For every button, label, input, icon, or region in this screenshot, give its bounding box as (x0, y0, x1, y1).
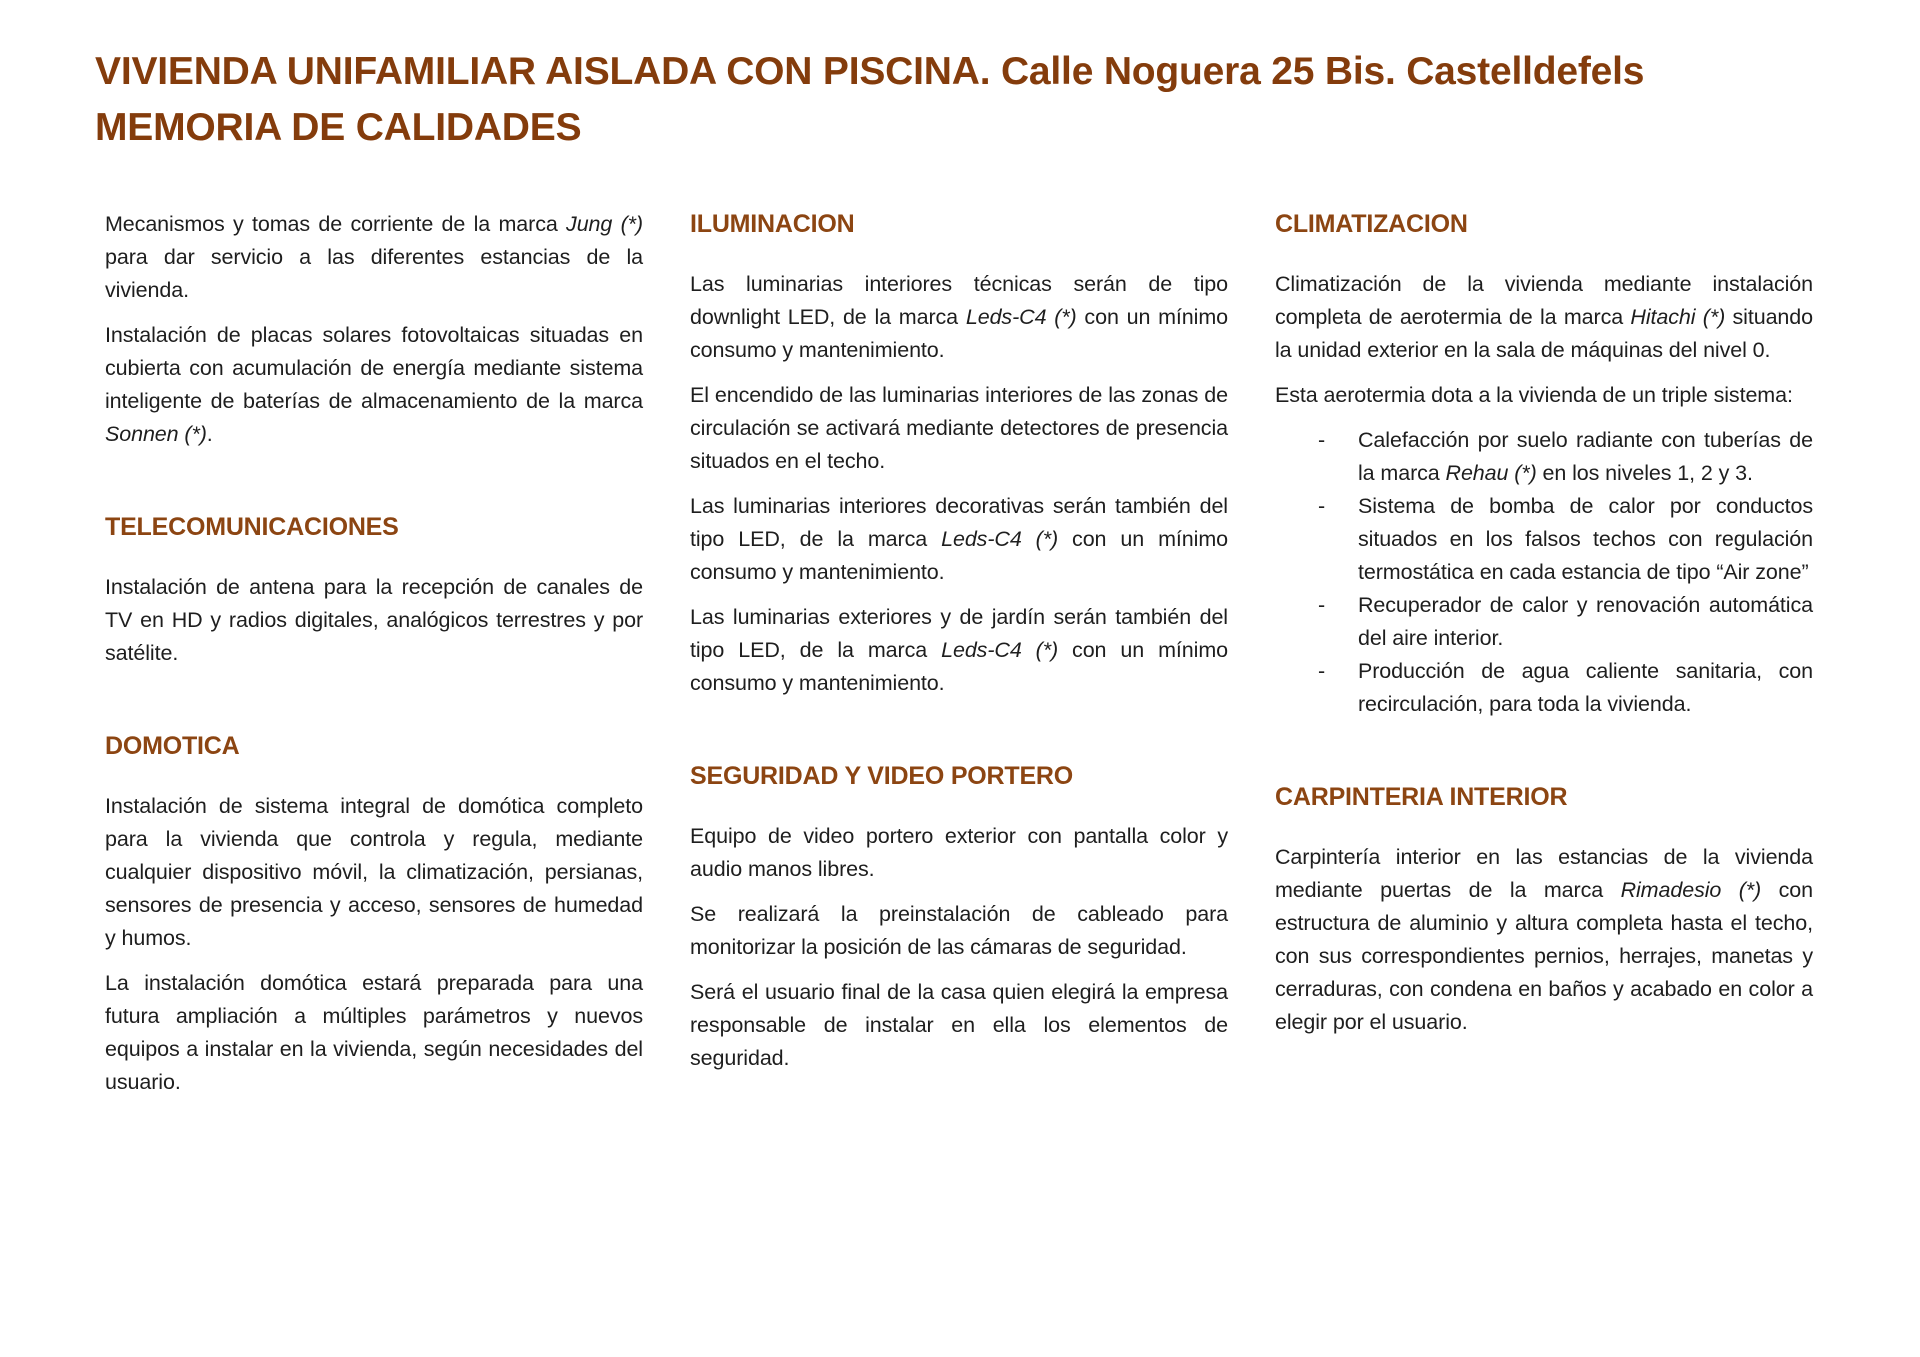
text-run: Calefacción por suelo radiante con tuberías de la marca (1358, 428, 1813, 485)
text-run: Será el usuario final de la casa quien elegirá la empresa responsable de instalar en ella los elementos de seguridad. (690, 980, 1228, 1070)
bullet-dash: - (1318, 428, 1326, 452)
text-run: . (206, 422, 213, 446)
paragraph (1275, 379, 1813, 412)
text-run: con un mínimo consumo y mantenimiento. (690, 638, 1229, 695)
brand-name: Rimadesio (*) (1620, 878, 1762, 902)
document-title (95, 44, 1860, 156)
text-run: La instalación domótica estará preparada para una futura ampliación a múltiples parámetros y nuevos equipos a instalar en la vivienda, según necesidades del usuario. (105, 971, 643, 1094)
list-item-text (1358, 589, 1813, 655)
text-run: para dar servicio a las diferentes estancias de la vivienda. (105, 245, 643, 302)
text-run: Mecanismos y tomas de corriente de la marca (105, 212, 567, 236)
paragraph (105, 790, 643, 955)
bullet-dash: - (1318, 659, 1326, 683)
paragraph (105, 319, 643, 451)
text-run: Esta aerotermia dota a la vivienda de un triple sistema: (1275, 383, 1793, 407)
text-run: Las luminarias exteriores y de jardín serán también del tipo LED, de la marca (690, 605, 1228, 662)
paragraph (105, 208, 643, 307)
text-run: Producción de agua caliente sanitaria, con recirculación, para toda la vivienda. (1358, 659, 1813, 716)
paragraph (690, 820, 1228, 886)
text-run: Climatización de la vivienda mediante instalación completa de aerotermia de la marca (1275, 272, 1813, 329)
text-run: El encendido de las luminarias interiores de las zonas de circulación se activará mediante detectores de presencia situados en el techo. (690, 383, 1228, 473)
brand-name: Hitachi (*) (1630, 305, 1726, 329)
section-heading: CARPINTERIA INTERIOR (1275, 783, 1568, 811)
list-item (1275, 490, 1813, 589)
text-run: Carpintería interior en las estancias de la vivienda mediante puertas de la marca (1275, 845, 1813, 902)
list-item-text (1358, 490, 1813, 589)
bullet-dash: - (1318, 494, 1326, 518)
paragraph (105, 571, 643, 670)
paragraph (690, 976, 1228, 1075)
text-run: con un mínimo consumo y mantenimiento. (690, 305, 1229, 362)
column-3 (1275, 208, 1813, 1111)
text-run: Instalación de antena para la recepción de canales de TV en HD y radios digitales, analógicos terrestres y por satélite. (105, 575, 643, 665)
list-item-text (1358, 655, 1813, 721)
paragraph (690, 490, 1228, 589)
text-run: Se realizará la preinstalación de cableado para monitorizar la posición de las cámaras de seguridad. (690, 902, 1228, 959)
text-run: Las luminarias interiores técnicas serán de tipo downlight LED, de la marca (690, 272, 1228, 329)
text-run: Instalación de sistema integral de domótica completo para la vivienda que controla y regula, mediante cualquier dispositivo móvil, la climatización, persianas, sensores de presencia y acceso, sensores de humedad y humos. (105, 794, 643, 950)
list-item (1275, 655, 1813, 721)
title-line-1: VIVIENDA UNIFAMILIAR AISLADA CON PISCINA. Calle Noguera 25 Bis. Castelldefels (95, 50, 1645, 93)
text-run: en los niveles 1, 2 y 3. (1536, 461, 1753, 485)
brand-name: Rehau (*) (1445, 461, 1537, 485)
column-2 (690, 208, 1228, 1111)
list-item-text (1358, 424, 1813, 490)
title-line-2: MEMORIA DE CALIDADES (95, 106, 582, 149)
text-run: Equipo de video portero exterior con pantalla color y audio manos libres. (690, 824, 1228, 881)
section-heading: CLIMATIZACION (1275, 210, 1468, 238)
section-heading: ILUMINACION (690, 210, 855, 238)
bullet-dash: - (1318, 593, 1326, 617)
text-run: situando la unidad exterior en la sala de máquinas del nivel 0. (1275, 305, 1813, 362)
paragraph (690, 898, 1228, 964)
brand-name: Leds-C4 (*) (941, 638, 1059, 662)
brand-name: Leds-C4 (*) (941, 527, 1059, 551)
bullet-list (1275, 424, 1813, 721)
paragraph (690, 379, 1228, 478)
paragraph (690, 268, 1228, 367)
text-run: con un mínimo consumo y mantenimiento. (690, 527, 1229, 584)
text-run: Las luminarias interiores decorativas serán también del tipo LED, de la marca (690, 494, 1228, 551)
list-item (1275, 424, 1813, 490)
document-body (105, 208, 1813, 1111)
text-run: Instalación de placas solares fotovoltaicas situadas en cubierta con acumulación de energía mediante sistema inteligente de baterías de almacenamiento de la marca (105, 323, 643, 413)
section-heading: SEGURIDAD Y VIDEO PORTERO (690, 762, 1074, 790)
brand-name: Leds-C4 (*) (965, 305, 1077, 329)
section-heading: DOMOTICA (105, 732, 240, 760)
paragraph (1275, 268, 1813, 367)
text-run: Recuperador de calor y renovación automática del aire interior. (1358, 593, 1813, 650)
section-heading: TELECOMUNICACIONES (105, 513, 399, 541)
list-item (1275, 589, 1813, 655)
text-run: Sistema de bomba de calor por conductos situados en los falsos techos con regulación termostática en cada estancia de tipo “Air zone” (1358, 494, 1813, 584)
text-run: con estructura de aluminio y altura completa hasta el techo, con sus correspondientes pernios, herrajes, manetas y cerraduras, con condena en baños y acabado en color a elegir por el usuario. (1275, 878, 1813, 1034)
brand-name: Jung (*) (566, 212, 643, 236)
column-1 (105, 208, 643, 1111)
paragraph (1275, 841, 1813, 1039)
brand-name: Sonnen (*) (105, 422, 207, 446)
paragraph (690, 601, 1228, 700)
paragraph (105, 967, 643, 1099)
